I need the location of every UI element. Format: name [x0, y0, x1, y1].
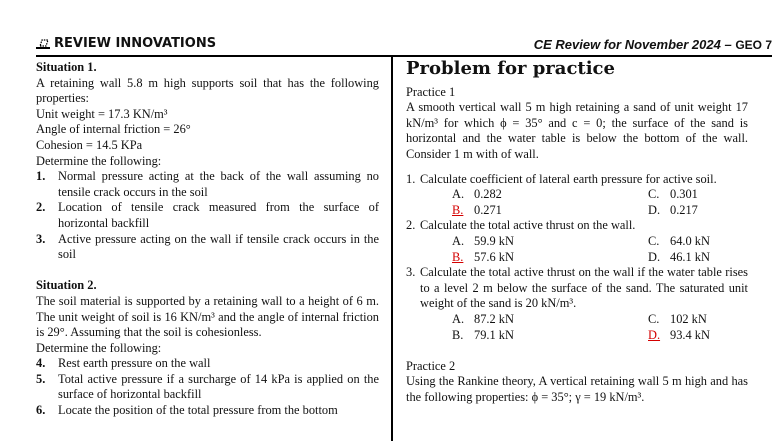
property-line: Angle of internal friction = 26°	[36, 122, 191, 137]
question	[406, 172, 748, 188]
item-text: Location of tensile crack measured from the surface of horizontal backfill	[58, 200, 379, 230]
item-number: 4.	[36, 356, 46, 371]
choice-letter: C.	[648, 187, 660, 202]
answer-letter: B.	[452, 202, 464, 217]
choice	[648, 250, 748, 266]
choice	[452, 203, 648, 219]
choice-value: 0.217	[670, 202, 698, 217]
situation2-determine: Determine the following:	[36, 340, 162, 355]
right-column	[406, 60, 748, 405]
choice-value: 64.0 kN	[670, 233, 710, 248]
choice-value: 102 kN	[670, 311, 707, 326]
item-number: 2.	[36, 200, 46, 215]
choice-letter: D.	[648, 249, 661, 264]
module-code: GEO 7	[735, 38, 772, 52]
choice-letter: C.	[648, 311, 660, 326]
choices	[406, 234, 748, 265]
practice2-label: Practice 2	[406, 358, 456, 373]
practice1-label: Practice 1	[406, 84, 456, 99]
list-item	[36, 372, 379, 403]
item-text: Rest earth pressure on the wall	[58, 356, 211, 371]
choice-letter: C.	[648, 233, 660, 248]
item-text: Total active pressure if a surcharge of 14 kPa is applied on the surface of horizontal backfill	[58, 371, 379, 402]
choice-letter: A.	[452, 187, 465, 202]
question-number: 3.	[406, 265, 416, 280]
item-number: 5.	[36, 371, 46, 386]
brand-logo	[36, 36, 216, 51]
item-number: 3.	[36, 231, 46, 246]
choice	[452, 250, 648, 266]
situation2-heading: Situation 2.	[36, 278, 97, 293]
choice	[452, 328, 648, 344]
answer-letter: B.	[452, 249, 464, 264]
practice1-text: A smooth vertical wall 5 m high retaining a sand of unit weight 17 kN/m³ for which ϕ = 35° and c = 0; the surface of the sand is horizontal and the water table is below the bottom of the wall. Consider 1 m with of wall.	[406, 100, 748, 161]
choice	[648, 328, 748, 344]
question-text: Calculate the total active thrust on the wall if the water table rises to a level 2 m below the surface of the sand. The saturated unit weight of the sand is 20 kN/m³.	[420, 265, 748, 311]
choice-value: 57.6 kN	[474, 249, 514, 264]
review-title-text: CE Review for November 2024 –	[533, 37, 732, 52]
situation1-determine: Determine the following:	[36, 153, 162, 168]
list-item	[36, 200, 379, 231]
list-item	[36, 169, 379, 200]
question-text: Calculate the total active thrust on the wall.	[420, 218, 636, 233]
item-text: Normal pressure acting at the back of the wall assuming no tensile crack occurs in the soil	[58, 169, 379, 199]
item-number: 1.	[36, 169, 46, 184]
choice	[452, 312, 648, 328]
choice-value: 0.282	[474, 187, 502, 202]
choice	[648, 312, 748, 328]
choices	[406, 312, 748, 343]
header-rule	[36, 55, 772, 57]
choice-letter: A.	[452, 311, 465, 326]
question-text: Calculate coefficient of lateral earth pressure for active soil.	[420, 171, 717, 186]
list-item	[36, 403, 379, 419]
choice-value: 93.4 kN	[670, 327, 710, 342]
choice	[452, 234, 648, 250]
list-item	[36, 232, 379, 263]
choice-value: 0.301	[670, 187, 698, 202]
list-item	[36, 356, 379, 372]
choice	[452, 187, 648, 203]
item-text: Active pressure acting on the wall if tensile crack occurs in the soil	[58, 231, 379, 262]
situation1-intro: A retaining wall 5.8 m high supports soil that has the following properties:	[36, 75, 379, 106]
situation1-heading: Situation 1.	[36, 60, 97, 74]
logo-text: REVIEW INNOVATIONS	[54, 36, 217, 51]
choice-value: 0.271	[474, 202, 502, 217]
choice-letter: A.	[452, 233, 465, 248]
column-divider	[391, 57, 393, 441]
item-text: Locate the position of the total pressure from the bottom	[58, 403, 338, 418]
question	[406, 265, 748, 312]
property-line: Unit weight = 17.3 KN/m³	[36, 106, 168, 121]
logo-icon	[36, 38, 50, 50]
choice-value: 87.2 kN	[474, 311, 514, 326]
question-number: 2.	[406, 218, 416, 233]
item-number: 6.	[36, 403, 46, 418]
choice-letter: B.	[452, 327, 464, 342]
choice-value: 59.9 kN	[474, 233, 514, 248]
choice-letter: D.	[648, 202, 661, 217]
choice-value: 79.1 kN	[474, 327, 514, 342]
review-title	[534, 37, 772, 52]
situation2-intro: The soil material is supported by a retaining wall to a height of 6 m. The unit weight of soil is 16 KN/m³ and the angle of internal friction is 29°. Assuming that the soil is cohesionless.	[36, 293, 379, 340]
page-header	[36, 36, 772, 54]
question	[406, 218, 748, 234]
answer-letter: D.	[648, 327, 661, 342]
section-title: Problem for practice	[406, 58, 615, 79]
situation2-list	[36, 356, 379, 418]
property-line: Cohesion = 14.5 KPa	[36, 137, 143, 152]
choice-value: 46.1 kN	[670, 249, 710, 264]
practice2-text: Using the Rankine theory, A vertical retaining wall 5 m high and has the following properties: ϕ = 35°; γ = 19 kN/m³.	[406, 374, 748, 404]
choice	[648, 234, 748, 250]
question-number: 1.	[406, 171, 416, 186]
situation1-list	[36, 169, 379, 263]
choice	[648, 187, 748, 203]
choice	[648, 203, 748, 219]
choices	[406, 187, 748, 218]
left-column	[36, 60, 379, 419]
